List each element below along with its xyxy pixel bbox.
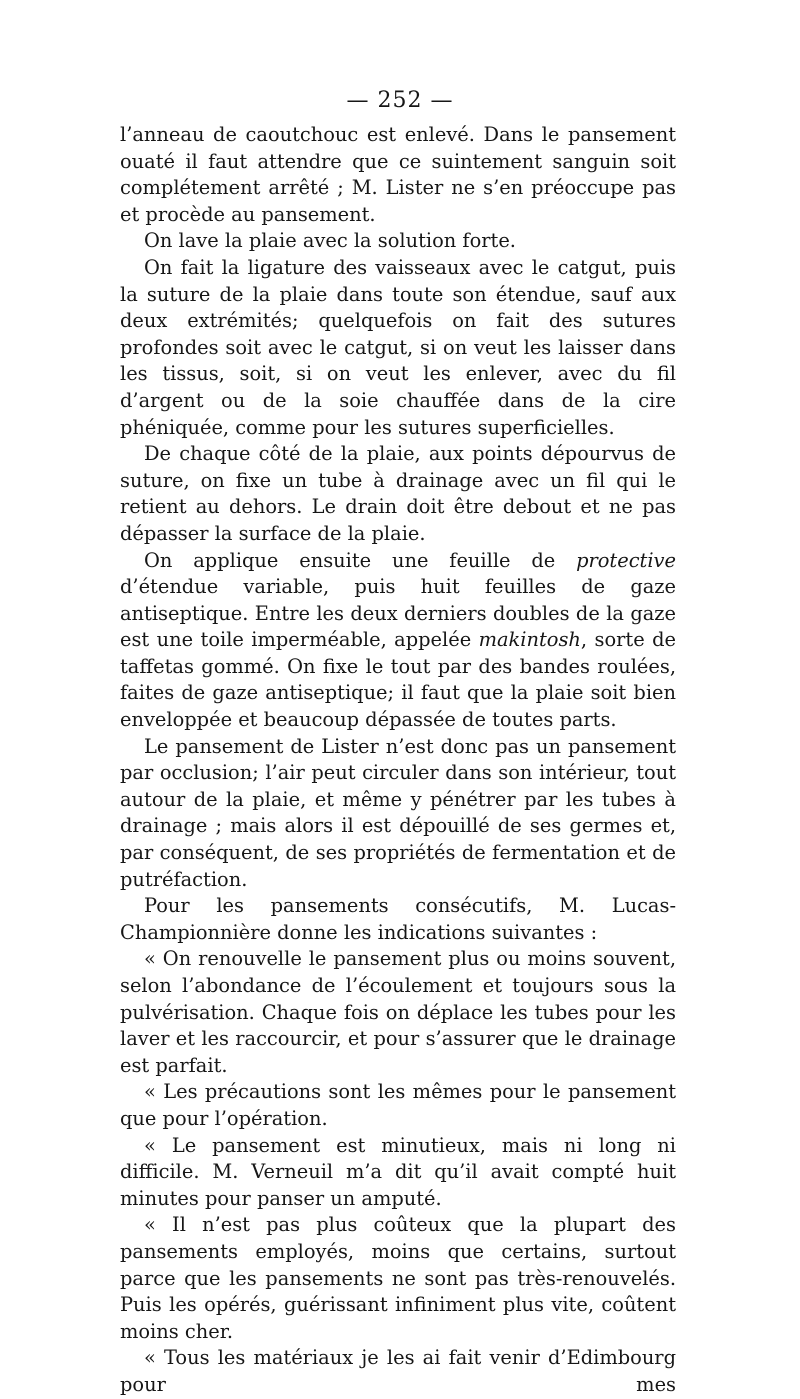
paragraph: On fait la ligature des vaisseaux avec le catgut, puis la suture de la plaie dans toute son étendue, sauf aux deux extrémités; quelquefois on fait des sutures profondes soit avec le catgut, si on veut les laisser dans les tissus, soit, si on veut les enlever, avec du fil d’argent ou de la soie chauffée dans de la cire phéniquée, comme pour les sutures superficielles. — [120, 255, 676, 439]
page-number: — 252 — — [346, 88, 454, 113]
paragraph: « Les précautions sont les mêmes pour le pansement que pour l’opération. — [120, 1080, 676, 1130]
paragraph — [120, 548, 676, 734]
paragraph: « Il n’est pas plus coûteux que la plupart des pansements employés, moins que certains, surtout parce que les pansements ne sont pas très-renouvelés. Puis les opérés, guérissant infiniment plus vite, coûtent moins cher. — [120, 1213, 676, 1343]
body-text — [120, 122, 676, 1399]
paragraph: « Tous les matériaux je les ai fait venir d’Edimbourg pour mes — [120, 1346, 676, 1396]
paragraph: De chaque côté de la plaie, aux points dépourvus de suture, on fixe un tube à drainage avec un fil qui le retient au dehors. Le drain doit être debout et ne pas dépasser la surface de la plaie. — [120, 442, 676, 545]
paragraph: Le pansement de Lister n’est donc pas un pansement par occlusion; l’air peut circuler dans son intérieur, tout autour de la plaie, et même y pénétrer par les tubes à drainage ; mais alors il est dépouillé de ses germes et, par conséquent, de ses propriétés de fermentation et de putréfaction. — [120, 734, 676, 891]
paragraph: « Le pansement est minutieux, mais ni long ni difficile. M. Verneuil m’a dit qu’il avait compté huit minutes pour panser un amputé. — [120, 1133, 676, 1210]
paragraph: « On renouvelle le pansement plus ou moins souvent, selon l’abondance de l’écoulement et toujours sous la pulvérisation. Chaque fois on déplace les tubes pour les laver et les raccourcir, et pour s’assurer que le drainage est parfait. — [120, 947, 676, 1077]
paragraph: l’anneau de caoutchouc est enlevé. Dans le pansement ouaté il faut attendre que ce suintement sanguin soit complétement arrêté ; M. Lister ne s’en préoccupe pas et procède au pansement. — [120, 123, 676, 226]
paragraph: Pour les pansements consécutifs, M. Lucas-Championnière donne les indications suivantes : — [120, 894, 676, 944]
italic-term: makintosh — [478, 628, 581, 652]
paragraph: On lave la plaie avec la solution forte. — [144, 229, 516, 253]
paragraph-text: On applique ensuite une feuille de — [144, 548, 577, 572]
paragraph-text: d’étendue variable, puis huit feuilles de gaze antiseptique. Entre les deux derniers doubles de la gaze est une toile imperméable, appelée — [120, 575, 676, 652]
italic-term: protective — [576, 548, 676, 572]
paragraph-text: , sorte de taffetas gommé. On fixe le tout par des bandes roulées, faites de gaze antiseptique; il faut que la plaie soit bien enveloppée et beaucoup dépassée de toutes parts. — [120, 628, 676, 732]
